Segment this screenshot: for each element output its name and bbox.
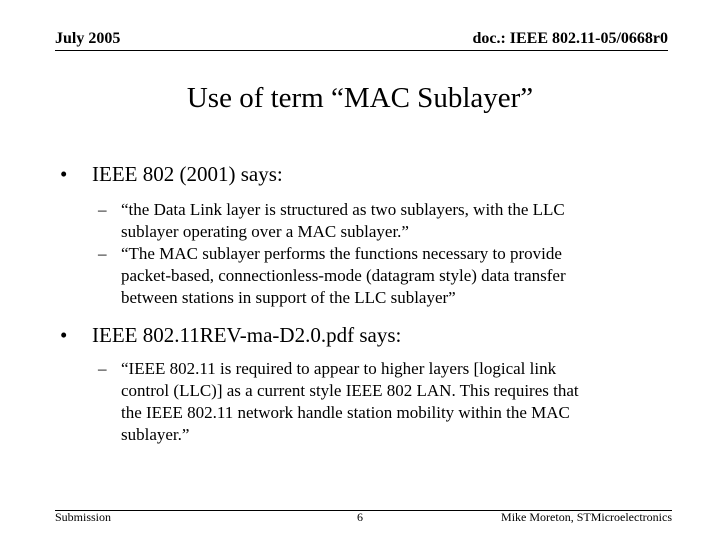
footer-submission: Submission	[55, 510, 112, 524]
bullet-text: IEEE 802 (2001) says:	[92, 162, 283, 186]
footer-author: Mike Moreton, STMicroelectronics	[501, 510, 672, 524]
dash-marker: –	[98, 359, 107, 378]
footer-page-number: 6	[357, 510, 363, 524]
dash-marker: –	[98, 244, 107, 263]
header-doc-id: doc.: IEEE 802.11-05/0668r0	[472, 30, 668, 47]
slide-title: Use of term “MAC Sublayer”	[186, 82, 534, 114]
slide-body	[60, 160, 670, 446]
sub-item-higher-layers	[60, 358, 670, 446]
sub-item-line: sublayer.”	[121, 425, 190, 444]
header-divider	[55, 50, 668, 51]
sub-item-line: between stations in support of the LLC sublayer”	[121, 288, 456, 307]
sub-list-ieee-802-2001	[60, 199, 670, 309]
sub-item-line: packet-based, connectionless-mode (datagram style) data transfer	[121, 266, 566, 285]
bullet-text: IEEE 802.11REV-ma-D2.0.pdf says:	[92, 323, 402, 347]
bullet-ieee-802-11rev	[60, 321, 670, 349]
sub-item-line: “the Data Link layer is structured as two sublayers, with the LLC	[121, 200, 565, 219]
dash-marker: –	[98, 200, 107, 219]
sub-list-ieee-802-11rev	[60, 358, 670, 446]
sub-item-line: “The MAC sublayer performs the functions necessary to provide	[121, 244, 562, 263]
bullet-marker: •	[60, 323, 68, 347]
header-date: July 2005	[55, 30, 121, 47]
sub-item-mac-sublayer-functions	[60, 243, 670, 309]
sub-item-line: “IEEE 802.11 is required to appear to higher layers [logical link	[121, 359, 557, 378]
bullet-marker: •	[60, 162, 68, 186]
bullet-ieee-802-2001	[60, 160, 670, 188]
sub-item-line: control (LLC)] as a current style IEEE 802 LAN. This requires that	[121, 381, 579, 400]
sub-item-line: sublayer operating over a MAC sublayer.”	[121, 222, 409, 241]
sub-item-data-link-layer	[60, 199, 670, 243]
sub-item-line: the IEEE 802.11 network handle station mobility within the MAC	[121, 403, 570, 422]
